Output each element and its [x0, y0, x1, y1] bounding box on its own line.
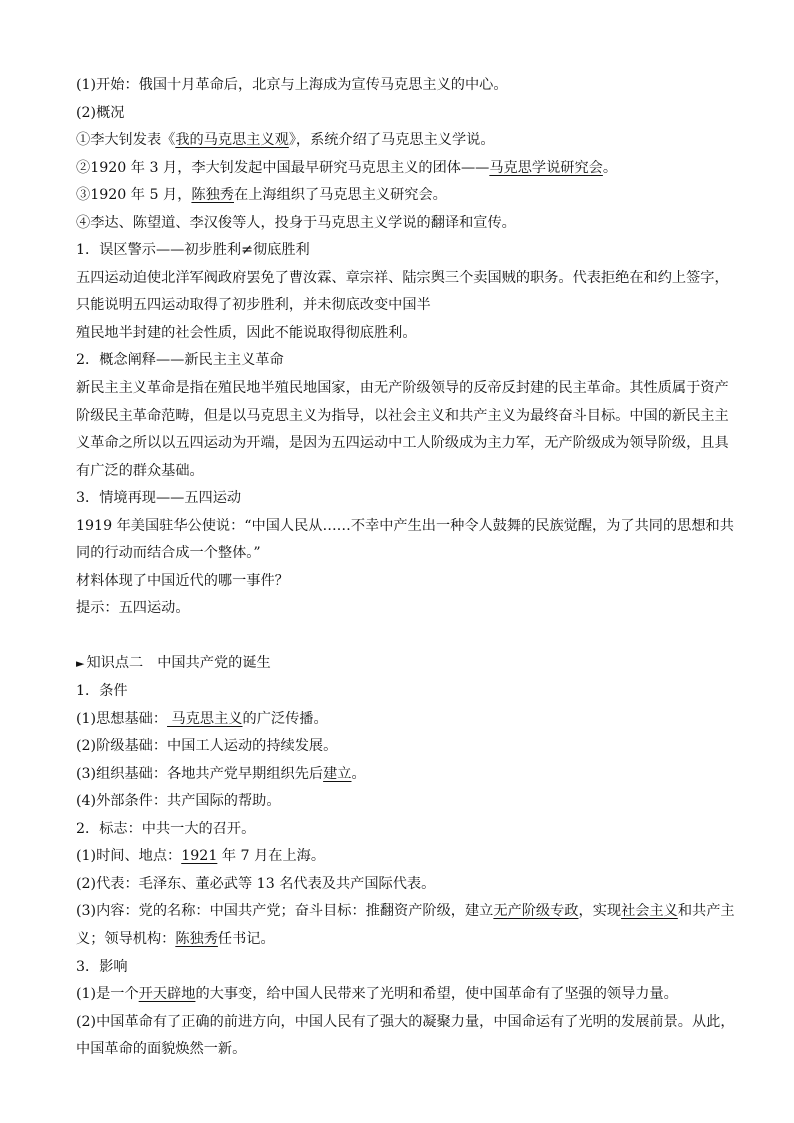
underlined-term: 开天辟地: [138, 986, 196, 1003]
triangle-marker-icon: ►: [76, 657, 85, 671]
section-heading: 2．标志：中共一大的召开。: [76, 820, 256, 837]
text-line: (3)组织基础：各地共产党早期组织先后建立。: [76, 765, 366, 782]
underlined-term: 马克思学说研究会: [489, 159, 603, 176]
text-line: 材料体现了中国近代的哪一事件？: [76, 572, 289, 589]
text-line: 义；领导机构：陈独秀任书记。: [76, 930, 275, 947]
text-line: (2)阶级基础：中国工人运动的持续发展。: [76, 738, 338, 755]
text-line: 1919 年美国驻华公使说：“中国人民从……不幸中产生出一种令人鼓舞的民族觉醒，为了共同的思想和共: [76, 517, 734, 534]
text-line: 殖民地半封建的社会性质，因此不能说取得彻底胜利。: [76, 324, 417, 341]
text-line: ④李达、陈望道、李汉俊等人，投身于马克思主义学说的翻译和宣传。: [76, 214, 516, 231]
underlined-term: 社会主义: [621, 903, 678, 920]
text-line: 有广泛的群众基础。: [76, 462, 204, 479]
text-line: (1)是一个开天辟地的大事变，给中国人民带来了光明和希望，使中国革命有了坚强的领导力量。: [76, 986, 678, 1003]
text-line: 提示：五四运动。: [76, 600, 190, 617]
document-page: [76, 72, 735, 1064]
section-heading: 1．条件: [76, 683, 128, 700]
text-line: ③1920 年 5 月，陈独秀在上海组织了马克思主义研究会。: [76, 187, 447, 204]
text-line: 新民主主义革命是指在殖民地半殖民地国家，由无产阶级领导的反帝反封建的民主革命。其性质属于资产: [76, 380, 729, 397]
underlined-term: 陈独秀: [191, 187, 234, 204]
knowledge-point-heading: ► 知识点二 中国共产党的诞生: [76, 655, 271, 672]
text-line: 中国革命的面貌焕然一新。: [76, 1041, 247, 1058]
text-line: 五四运动迫使北洋军阀政府罢免了曹汝霖、章宗祥、陆宗舆三个卖国贼的职务。代表拒绝在和约上签字，: [76, 269, 729, 286]
text-line: 同的行动而结合成一个整体。”: [76, 545, 261, 562]
underlined-term: 1921: [181, 848, 218, 865]
text-line: (3)内容：党的名称：中国共产党；奋斗目标：推翻资产阶级，建立无产阶级专政，实现社会主义和共产主: [76, 903, 735, 920]
text-line: (1)时间、地点：1921 年 7 月在上海。: [76, 848, 326, 865]
underlined-term: 无产阶级专政: [493, 903, 579, 920]
underlined-term: 建立: [323, 765, 352, 782]
text-line: (1)思想基础： 马克思主义的广泛传播。: [76, 710, 328, 727]
text-line: ②1920 年 3 月，李大钊发起中国最早研究马克思主义的团体——马克思学说研究会。: [76, 159, 618, 176]
underlined-term: 我的马克思主义观: [175, 132, 289, 149]
text-line: (2)概况: [76, 104, 125, 121]
underlined-term: 马克思主义: [167, 710, 243, 727]
section-heading: 3．影响: [76, 958, 128, 975]
text-line: (2)中国革命有了正确的前进方向，中国人民有了强大的凝聚力量，中国命运有了光明的发展前景。从此，: [76, 1013, 735, 1030]
text-line: ①李大钊发表《我的马克思主义观》，系统介绍了马克思主义学说。: [76, 132, 495, 149]
text-line: (4)外部条件：共产国际的帮助。: [76, 793, 281, 810]
text-line: 义革命之所以以五四运动为开端，是因为五四运动中工人阶级成为主力军，无产阶级成为领导阶级，且具: [76, 435, 729, 452]
underlined-term: 陈独秀: [175, 930, 218, 947]
text-line: 阶级民主革命范畴，但是以马克思主义为指导，以社会主义和共产主义为最终奋斗目标。中国的新民主主: [76, 407, 729, 424]
text-line: (1)开始：俄国十月革命后，北京与上海成为宣传马克思主义的中心。: [76, 77, 508, 93]
text-line: (2)代表：毛泽东、董必武等 13 名代表及共产国际代表。: [76, 875, 436, 892]
blank-line: [76, 623, 724, 651]
section-heading: 2．概念阐释——新民主主义革命: [76, 352, 284, 369]
section-heading: 3．情境再现——五四运动: [76, 490, 242, 507]
text-line: 只能说明五四运动取得了初步胜利，并未彻底改变中国半: [76, 297, 431, 314]
section-heading: 1．误区警示——初步胜利≠彻底胜利: [76, 242, 310, 259]
